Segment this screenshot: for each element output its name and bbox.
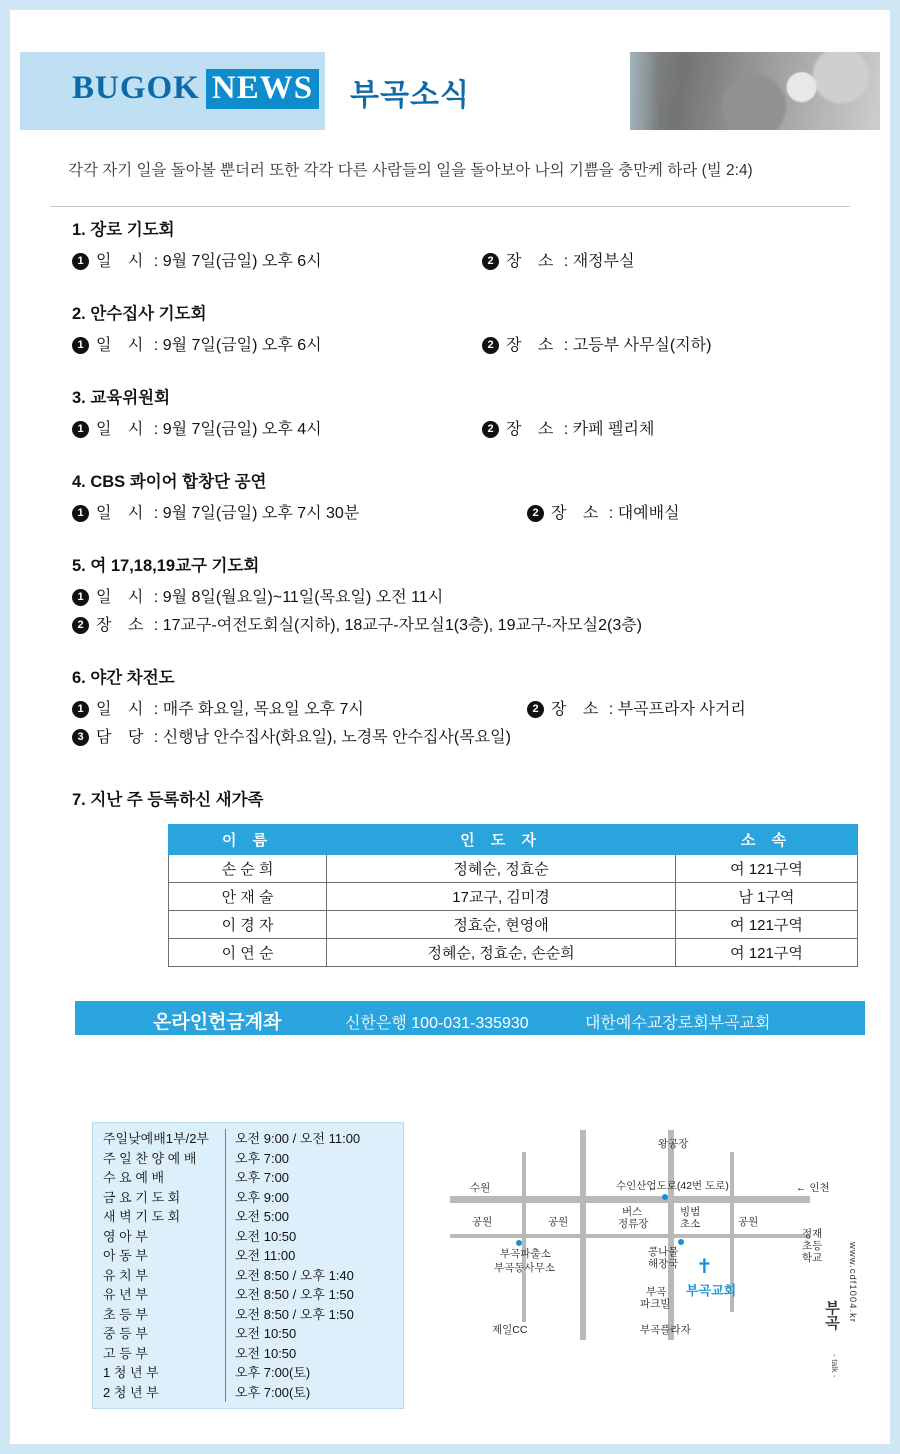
row-value-2: 고등부 사무실(지하) <box>572 337 712 354</box>
map-label: 정류장 <box>618 1218 649 1230</box>
map-label: 파크빌 <box>640 1298 671 1310</box>
row-value: 9월 7일(금일) 오후 4시 <box>162 421 322 438</box>
row-value-2: 카페 펠리체 <box>572 421 655 438</box>
map-label: 초등 <box>802 1240 823 1252</box>
cell-guide: 정혜순, 정효순 <box>327 855 676 883</box>
map-label: 부곡동사무소 <box>494 1262 555 1274</box>
schedule-name: 주 일 찬 양 예 배 <box>103 1150 197 1166</box>
row-label-2: 장 소 <box>551 505 605 522</box>
schedule-time: 오전 8:50 / 오후 1:50 <box>225 1305 395 1325</box>
schedule-time: 오전 5:00 <box>225 1207 395 1227</box>
schedule-name: 새 벽 기 도 회 <box>103 1209 181 1224</box>
church-label: 부곡교회 <box>686 1283 737 1298</box>
bank-label: 온라인헌금계좌 <box>153 1012 282 1033</box>
cell-group: 여 121구역 <box>675 855 857 883</box>
divider <box>50 206 850 207</box>
map-label: 수인산업도로(42번 도로) <box>616 1180 729 1192</box>
map-label: 콩나물 <box>648 1246 679 1258</box>
schedule-row <box>93 1324 403 1344</box>
row-second-group: 2 장 소 : 부곡프라자 사거리 <box>527 696 746 719</box>
bullet-1-icon: 1 <box>72 421 89 438</box>
location-map <box>430 1122 860 1412</box>
row-second-group: 2 장 소 : 대예배실 <box>527 500 680 523</box>
section-row: 1 일 시 : 9월 7일(금일) 오후 6시 2 장 소 : 고등부 사무실(지하) <box>72 332 880 355</box>
column-header-guide: 인 도 자 <box>327 825 676 855</box>
bullet-3-icon: 3 <box>72 729 89 746</box>
cell-guide: 17교구, 김미경 <box>327 883 676 911</box>
cell-guide: 정혜순, 정효순, 손순희 <box>327 939 676 967</box>
website-url: www.cdf1004.kr <box>847 1242 858 1324</box>
map-label: ← 인천 <box>796 1182 830 1194</box>
church-cross-icon: ✝ <box>696 1256 713 1278</box>
schedule-row <box>93 1246 403 1266</box>
row-label: 일 시 <box>96 589 150 606</box>
schedule-name: 초 등 부 <box>103 1306 148 1322</box>
row-value: 9월 8일(월요일)~11일(목요일) 오전 11시 <box>162 589 444 606</box>
row-second-group: 2 장 소 : 재정부실 <box>482 248 635 271</box>
cell-name: 손 순 희 <box>169 855 327 883</box>
schedule-name: 유 년 부 <box>103 1287 148 1302</box>
row-value: 9월 7일(금일) 오후 6시 <box>162 253 322 270</box>
bullet-1-icon: 1 <box>72 701 89 718</box>
row-label-2: 장 소 <box>506 253 560 270</box>
map-label: 부곡 <box>646 1286 667 1298</box>
section-5 <box>20 552 880 635</box>
section-2 <box>20 300 880 355</box>
map-label: 해장국 <box>648 1258 679 1270</box>
row-value-2: 재정부실 <box>572 253 635 270</box>
row-label: 일 시 <box>96 505 150 522</box>
row-label-2: 장 소 <box>506 337 560 354</box>
column-header-name: 이 름 <box>169 825 327 855</box>
map-label: 공원 <box>548 1216 569 1228</box>
schedule-time: 오후 7:00(토) <box>225 1363 395 1383</box>
section-row: 1 일 시 : 9월 7일(금일) 오후 7시 30분 2 장 소 : 대예배실 <box>72 500 880 523</box>
schedule-time: 오후 7:00 <box>225 1149 395 1169</box>
map-label: 초소 <box>680 1218 701 1230</box>
new-family-table <box>168 824 858 967</box>
section-row: 1 일 시 : 9월 8일(월요일)~11일(목요일) 오전 11시 <box>72 584 880 607</box>
header-photo <box>600 52 880 130</box>
section-row: 2 장 소 : 17교구-여전도회실(지하), 18교구-자모실1(3층), 19교구-자모실2(3층) <box>72 612 880 635</box>
map-label: 제일CC <box>492 1324 528 1336</box>
schedule-row <box>93 1344 403 1364</box>
vertical-brand: 부곡 <box>823 1300 840 1330</box>
map-label: 버스 <box>622 1206 643 1218</box>
schedule-time: 오전 8:50 / 오후 1:40 <box>225 1266 395 1286</box>
map-label: 수원 <box>470 1182 491 1194</box>
schedule-row <box>93 1149 403 1169</box>
section-title: 4. CBS 콰이어 합창단 공연 <box>72 473 267 491</box>
online-offering-bar <box>75 1001 865 1035</box>
section-4 <box>20 468 880 523</box>
footer <box>20 1122 880 1422</box>
table-header-row <box>169 825 858 855</box>
bank-owner: 대한예수교장로회부곡교회 <box>585 1015 771 1032</box>
cell-group: 남 1구역 <box>675 883 857 911</box>
row-label: 일 시 <box>96 253 150 270</box>
map-label: 빙범 <box>680 1206 701 1218</box>
row-value: 매주 화요일, 목요일 오후 7시 <box>162 701 364 718</box>
cell-group: 여 121구역 <box>675 911 857 939</box>
verse-block <box>20 140 880 200</box>
schedule-time: 오전 9:00 / 오전 11:00 <box>225 1129 395 1149</box>
row-label-2: 장 소 <box>551 701 605 718</box>
map-road-horizontal-main <box>450 1196 810 1203</box>
section-title: 7. 지난 주 등록하신 새가족 <box>72 791 264 809</box>
schedule-row <box>93 1305 403 1325</box>
service-schedule <box>92 1122 404 1409</box>
logo-text: BUGOK <box>72 70 200 106</box>
map-road-vertical-1 <box>580 1130 586 1340</box>
bullet-2-icon: 2 <box>527 701 544 718</box>
page-inner <box>20 20 880 1434</box>
bullet-2-icon: 2 <box>72 617 89 634</box>
section-7 <box>20 786 880 967</box>
schedule-name: 2 청 년 부 <box>103 1384 159 1400</box>
row-value: 9월 7일(금일) 오후 7시 30분 <box>162 505 360 522</box>
schedule-time: 오전 11:00 <box>225 1246 395 1266</box>
row-second-group: 2 장 소 : 고등부 사무실(지하) <box>482 332 711 355</box>
section-title: 2. 안수집사 기도회 <box>72 305 207 323</box>
header-band <box>20 52 880 130</box>
map-label: 정재 <box>802 1228 823 1240</box>
map-label: 공원 <box>738 1216 759 1228</box>
cell-name: 안 재 술 <box>169 883 327 911</box>
schedule-time: 오후 9:00 <box>225 1188 395 1208</box>
vertical-tagline: - talk - <box>830 1354 840 1378</box>
table-row <box>169 911 858 939</box>
content <box>20 216 880 1035</box>
bullet-1-icon: 1 <box>72 253 89 270</box>
row-value: 17교구-여전도회실(지하), 18교구-자모실1(3층), 19교구-자모실2(3층) <box>162 617 642 634</box>
section-row: 3 담 당 : 신행남 안수집사(화요일), 노경목 안수집사(목요일) <box>72 724 880 747</box>
section-row: 1 일 시 : 9월 7일(금일) 오후 6시 2 장 소 : 재정부실 <box>72 248 880 271</box>
map-road-horizontal-second <box>450 1234 810 1238</box>
bullet-1-icon: 1 <box>72 505 89 522</box>
section-title: 6. 야간 차전도 <box>72 669 175 687</box>
schedule-row <box>93 1363 403 1383</box>
section-3 <box>20 384 880 439</box>
schedule-time: 오전 10:50 <box>225 1227 395 1247</box>
schedule-time: 오전 10:50 <box>225 1344 395 1364</box>
map-label: 학교 <box>802 1252 823 1264</box>
bullet-1-icon: 1 <box>72 589 89 606</box>
bullet-2-icon: 2 <box>482 253 499 270</box>
table-row <box>169 883 858 911</box>
cell-group: 여 121구역 <box>675 939 857 967</box>
row-value: 신행남 안수집사(화요일), 노경목 안수집사(목요일) <box>162 729 511 746</box>
schedule-row <box>93 1285 403 1305</box>
row-label: 일 시 <box>96 337 150 354</box>
section-title: 1. 장로 기도회 <box>72 221 175 239</box>
schedule-name: 아 동 부 <box>103 1248 148 1263</box>
bullet-2-icon: 2 <box>482 421 499 438</box>
row-label-2: 장 소 <box>506 421 560 438</box>
row-value: 9월 7일(금일) 오후 6시 <box>162 337 322 354</box>
schedule-row <box>93 1266 403 1286</box>
row-value-2: 부곡프라자 사거리 <box>617 701 746 718</box>
schedule-time: 오전 8:50 / 오후 1:50 <box>225 1285 395 1305</box>
schedule-row <box>93 1207 403 1227</box>
section-1 <box>20 216 880 271</box>
row-label: 일 시 <box>96 421 150 438</box>
bank-account: 신한은행 100-031-335930 <box>345 1015 529 1032</box>
schedule-row <box>93 1383 403 1403</box>
map-label: 부곡플라자 <box>640 1324 691 1336</box>
schedule-time: 오전 10:50 <box>225 1324 395 1344</box>
bullet-2-icon: 2 <box>527 505 544 522</box>
bullet-1-icon: 1 <box>72 337 89 354</box>
schedule-name: 영 아 부 <box>103 1228 148 1244</box>
section-title: 5. 여 17,18,19교구 기도회 <box>72 557 260 575</box>
row-value-2: 대예배실 <box>617 505 680 522</box>
schedule-row <box>93 1227 403 1247</box>
table-row <box>169 939 858 967</box>
schedule-row <box>93 1168 403 1188</box>
schedule-name: 금 요 기 도 회 <box>103 1189 181 1205</box>
section-title: 3. 교육위원회 <box>72 389 171 407</box>
logo <box>72 70 319 107</box>
section-row: 1 일 시 : 매주 화요일, 목요일 오후 7시 2 장 소 : 부곡프라자 사거리 <box>72 696 880 719</box>
map-label: 부곡파출소 <box>500 1248 551 1260</box>
logo-badge: NEWS <box>206 69 319 109</box>
cell-guide: 정효순, 현영애 <box>327 911 676 939</box>
schedule-name: 중 등 부 <box>103 1326 148 1341</box>
map-marker-busstop <box>662 1194 668 1200</box>
page-title: 부곡소식 <box>350 79 470 112</box>
map-label: 공원 <box>472 1216 493 1228</box>
map-label: 왕공장 <box>658 1138 689 1150</box>
cell-name: 이 경 자 <box>169 911 327 939</box>
schedule-row <box>93 1188 403 1208</box>
row-second-group: 2 장 소 : 카페 펠리체 <box>482 416 654 439</box>
column-header-group: 소 속 <box>675 825 857 855</box>
row-label: 담 당 <box>96 729 150 746</box>
schedule-name: 유 치 부 <box>103 1267 148 1283</box>
row-label: 장 소 <box>96 617 150 634</box>
map-road-vertical-4 <box>522 1152 526 1322</box>
cell-name: 이 연 순 <box>169 939 327 967</box>
section-row: 1 일 시 : 9월 7일(금일) 오후 4시 2 장 소 : 카페 펠리체 <box>72 416 880 439</box>
row-label: 일 시 <box>96 701 150 718</box>
verse-text: 각각 자기 일을 돌아볼 뿐더러 또한 각각 다른 사람들의 일을 돌아보아 나의 기쁨을 충만케 하라 (빌 2:4) <box>68 162 753 179</box>
section-6 <box>20 664 880 747</box>
schedule-name: 1 청 년 부 <box>103 1365 159 1380</box>
schedule-time: 오후 7:00(토) <box>225 1383 395 1403</box>
bullet-2-icon: 2 <box>482 337 499 354</box>
schedule-name: 주일낮예배1부/2부 <box>103 1131 209 1146</box>
schedule-name: 고 등 부 <box>103 1345 148 1361</box>
table-row <box>169 855 858 883</box>
schedule-time: 오후 7:00 <box>225 1168 395 1188</box>
map-marker-restaurant <box>678 1239 684 1245</box>
schedule-name: 수 요 예 배 <box>103 1170 165 1185</box>
schedule-row <box>93 1129 403 1149</box>
